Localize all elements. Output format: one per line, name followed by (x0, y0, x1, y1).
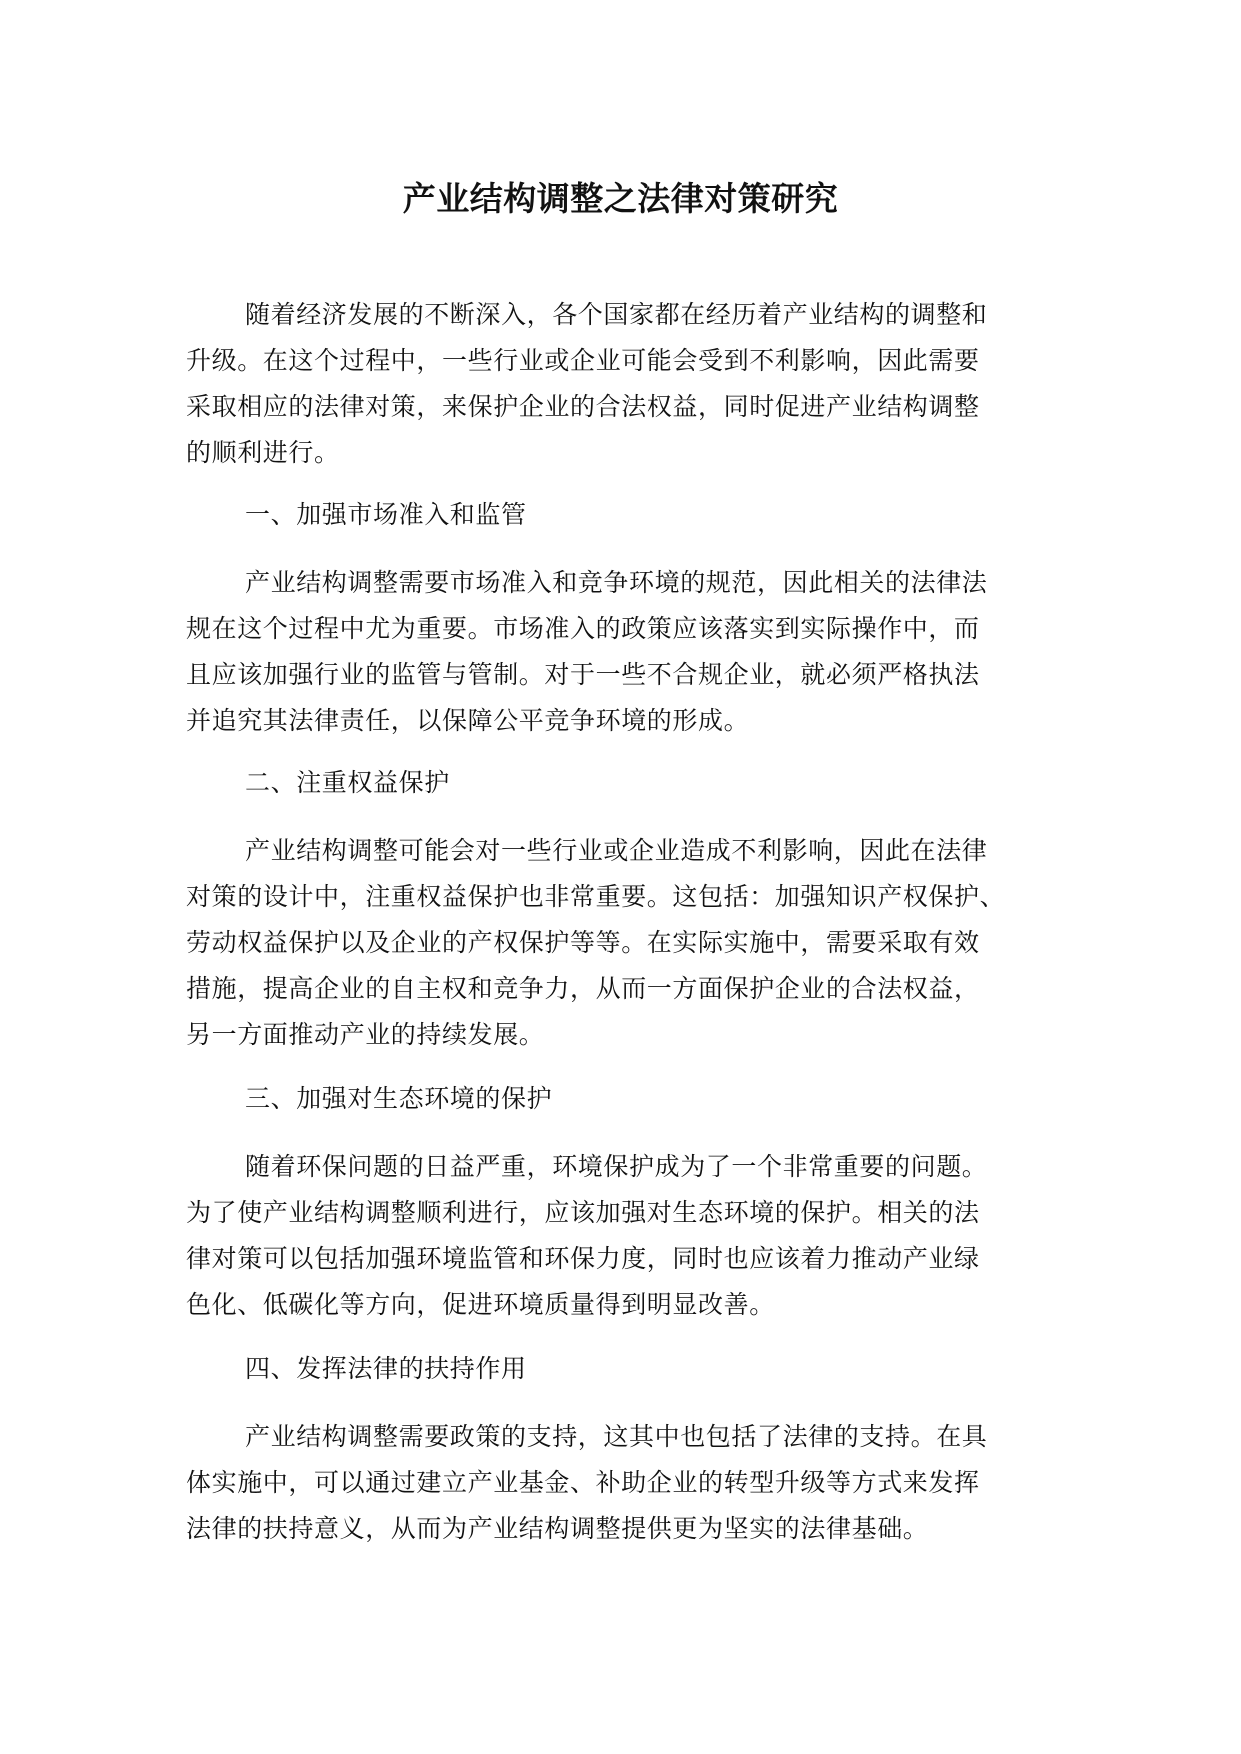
paragraph-line: 劳动权益保护以及企业的产权保护等等。在实际实施中，需要采取有效 (186, 928, 980, 957)
paragraph-line: 随着环保问题的日益严重，环境保护成为了一个非常重要的问题。 (245, 1152, 988, 1181)
section-paragraph-2 (186, 828, 1005, 1058)
paragraph-line: 法律的扶持意义，从而为产业结构调整提供更为坚实的法律基础。 (186, 1514, 929, 1543)
paragraph-line: 色化、低碳化等方向，促进环境质量得到明显改善。 (186, 1290, 775, 1319)
section-heading-4 (186, 1346, 527, 1392)
section-heading-1 (186, 492, 527, 538)
paragraph-line: 的顺利进行。 (186, 438, 340, 467)
paragraph-line: 另一方面推动产业的持续发展。 (186, 1020, 545, 1049)
section-heading: 四、发挥法律的扶持作用 (245, 1354, 527, 1383)
paragraph-line: 体实施中，可以通过建立产业基金、补助企业的转型升级等方式来发挥 (186, 1468, 980, 1497)
paragraph-line: 产业结构调整需要市场准入和竞争环境的规范，因此相关的法律法 (245, 568, 988, 597)
section-heading-2 (186, 760, 450, 806)
paragraph-line: 对策的设计中，注重权益保护也非常重要。这包括：加强知识产权保护、 (186, 882, 1006, 911)
paragraph-line: 升级。在这个过程中，一些行业或企业可能会受到不利影响，因此需要 (186, 346, 980, 375)
section-heading: 一、加强市场准入和监管 (245, 500, 527, 529)
paragraph-line: 随着经济发展的不断深入，各个国家都在经历着产业结构的调整和 (245, 300, 988, 329)
section-heading: 二、注重权益保护 (245, 768, 450, 797)
section-paragraph-4 (186, 1414, 987, 1552)
paragraph-line: 且应该加强行业的监管与管制。对于一些不合规企业，就必须严格执法 (186, 660, 980, 689)
paragraph-line: 产业结构调整可能会对一些行业或企业造成不利影响，因此在法律 (245, 836, 988, 865)
section-paragraph-1 (186, 560, 987, 744)
paragraph-line: 并追究其法律责任，以保障公平竞争环境的形成。 (186, 706, 750, 735)
paragraph-line: 产业结构调整需要政策的支持，这其中也包括了法律的支持。在具 (245, 1422, 988, 1451)
paragraph-line: 为了使产业结构调整顺利进行，应该加强对生态环境的保护。相关的法 (186, 1198, 980, 1227)
paragraph-line: 规在这个过程中尤为重要。市场准入的政策应该落实到实际操作中，而 (186, 614, 980, 643)
paragraph-line: 律对策可以包括加强环境监管和环保力度，同时也应该着力推动产业绿 (186, 1244, 980, 1273)
paragraph-line: 措施，提高企业的自主权和竞争力，从而一方面保护企业的合法权益， (186, 974, 980, 1003)
section-heading: 三、加强对生态环境的保护 (245, 1084, 553, 1113)
intro-paragraph (186, 292, 987, 476)
section-paragraph-3 (186, 1144, 987, 1328)
paragraph-line: 采取相应的法律对策，来保护企业的合法权益，同时促进产业结构调整 (186, 392, 980, 421)
document-title: 产业结构调整之法律对策研究 (402, 179, 839, 218)
section-heading-3 (186, 1076, 552, 1122)
